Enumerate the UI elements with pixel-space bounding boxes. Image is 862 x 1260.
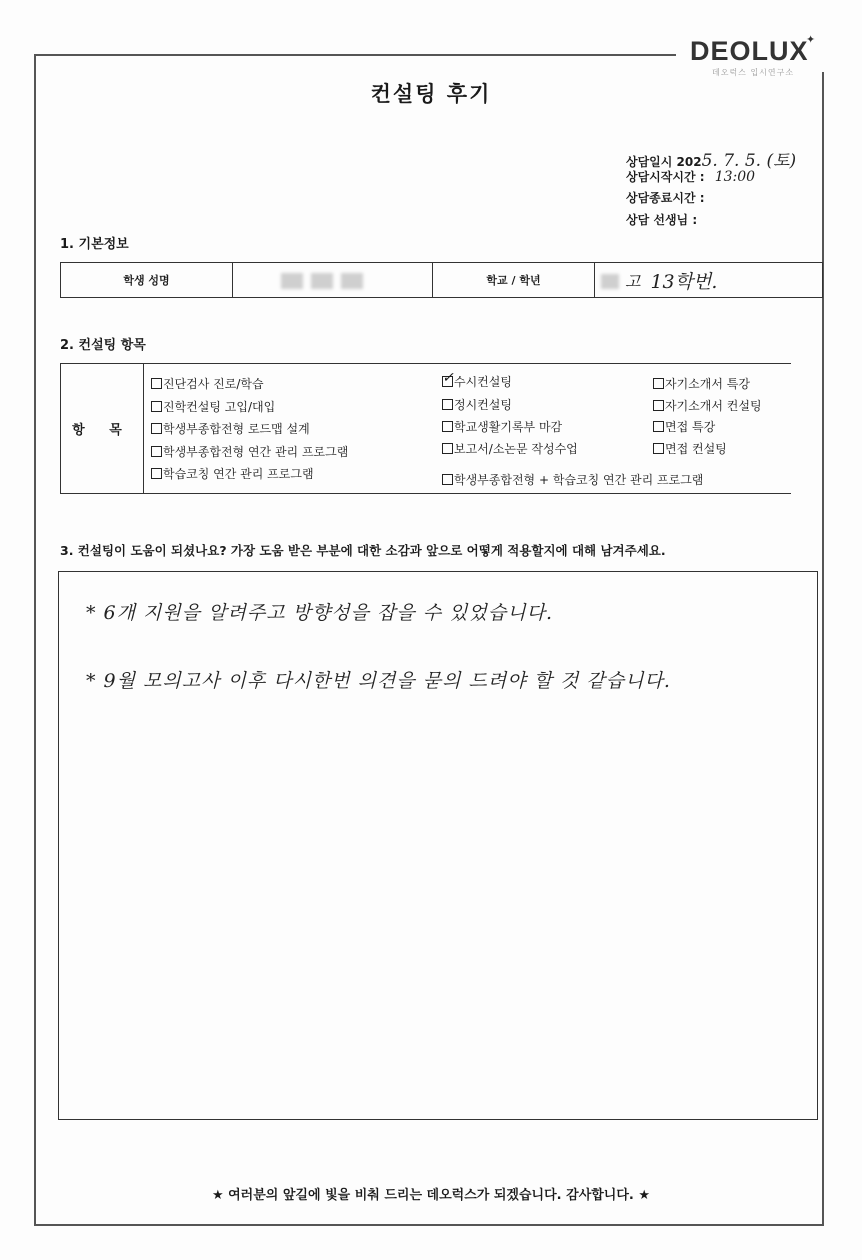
redacted-name [341, 273, 363, 289]
option-interview-lecture[interactable]: 면접 특강 [653, 418, 715, 435]
checkbox-icon[interactable] [151, 446, 162, 457]
option-admission-consulting[interactable]: 진학컨설팅 고입/대입 [151, 398, 275, 415]
consulting-items-table [60, 363, 791, 494]
checkbox-icon[interactable] [653, 443, 664, 454]
option-combined-program[interactable]: 학생부종합전형 + 학습코칭 연간 관리 프로그램 [442, 471, 703, 488]
redacted-school [601, 274, 619, 289]
start-value: 13:00 [714, 169, 756, 185]
option-interview-consulting[interactable]: 면접 컨설팅 [653, 440, 727, 457]
option-susi-consulting[interactable]: ✓ 수시컨설팅 [442, 370, 512, 389]
feedback-line-1: * 6개 지원을 알려주고 방향성을 잡을 수 있었습니다. [86, 602, 553, 624]
checkbox-icon[interactable] [653, 421, 664, 432]
option-diagnosis[interactable]: 진단검사 진로/학습 [151, 375, 264, 392]
checkbox-icon[interactable] [151, 401, 162, 412]
school-suffix: 고 [625, 271, 641, 291]
teacher-label: 상담 선생님 : [626, 213, 698, 227]
option-roadmap[interactable]: 학생부종합전형 로드맵 설계 [151, 420, 310, 437]
option-essay-lecture[interactable]: 자기소개서 특강 [653, 375, 750, 392]
consulting-heading: 2. 컨설팅 항목 [60, 338, 146, 353]
checkbox-icon[interactable] [442, 421, 453, 432]
checkbox-icon[interactable] [442, 443, 453, 454]
logo-star-icon: ✦ [806, 33, 816, 46]
feedback-answer-box[interactable] [58, 571, 818, 1120]
start-label: 상담시작시간 : [626, 170, 705, 184]
checkbox-icon[interactable] [442, 399, 453, 410]
school-value-cell [595, 263, 823, 297]
name-label: 학생 성명 [61, 263, 233, 297]
option-essay-consulting[interactable]: 자기소개서 컨설팅 [653, 397, 762, 414]
brand-logo: DEOLUX [690, 36, 809, 66]
option-report-class[interactable]: 보고서/소논문 작성수업 [442, 440, 578, 457]
option-record-closing[interactable]: 학교생활기록부 마감 [442, 418, 562, 435]
basic-info-heading: 1. 기본정보 [60, 237, 129, 252]
date-value: 5. 7. 5. (토) [701, 151, 797, 171]
checkbox-icon[interactable] [151, 378, 162, 389]
footer-message: ★ 여러분의 앞길에 빛을 비춰 드리는 데오럭스가 되겠습니다. 감사합니다. ★ [211, 1188, 651, 1203]
checkbox-icon[interactable] [151, 468, 162, 479]
option-jeongsi-consulting[interactable]: 정시컨설팅 [442, 396, 512, 413]
checkbox-icon[interactable] [442, 474, 453, 485]
feedback-line-2: * 9월 모의고사 이후 다시한번 의견을 묻의 드려야 할 것 같습니다. [86, 670, 671, 692]
checkbox-icon[interactable] [653, 400, 664, 411]
grade-value: 13학번. [650, 270, 718, 293]
date-label: 상담일시 202 [626, 155, 702, 169]
basic-info-table [60, 262, 823, 298]
checkbox-icon[interactable] [653, 378, 664, 389]
meta-start [626, 168, 755, 185]
redacted-name [311, 273, 333, 289]
checkbox-checked-icon[interactable] [442, 370, 454, 387]
items-row-label: 항 목 [61, 364, 144, 493]
brand-subtitle: 데오럭스 입시연구소 [712, 68, 795, 77]
option-study-coaching[interactable]: 학습코칭 연간 관리 프로그램 [151, 465, 314, 482]
school-label: 학교 / 학년 [433, 263, 595, 297]
redacted-name [281, 273, 303, 289]
end-label: 상담종료시간 : [626, 191, 705, 205]
option-annual-program[interactable]: 학생부종합전형 연간 관리 프로그램 [151, 443, 348, 460]
check-mark-icon: ✓ [442, 370, 454, 386]
checkbox-icon[interactable] [151, 423, 162, 434]
form-title: 컨설팅 후기 [370, 82, 492, 106]
name-value-cell [233, 263, 433, 297]
feedback-question: 3. 컨설팅이 도움이 되셨나요? 가장 도움 받은 부분에 대한 소감과 앞으로 어떻게 적용할지에 대해 남겨주세요. [60, 543, 666, 558]
